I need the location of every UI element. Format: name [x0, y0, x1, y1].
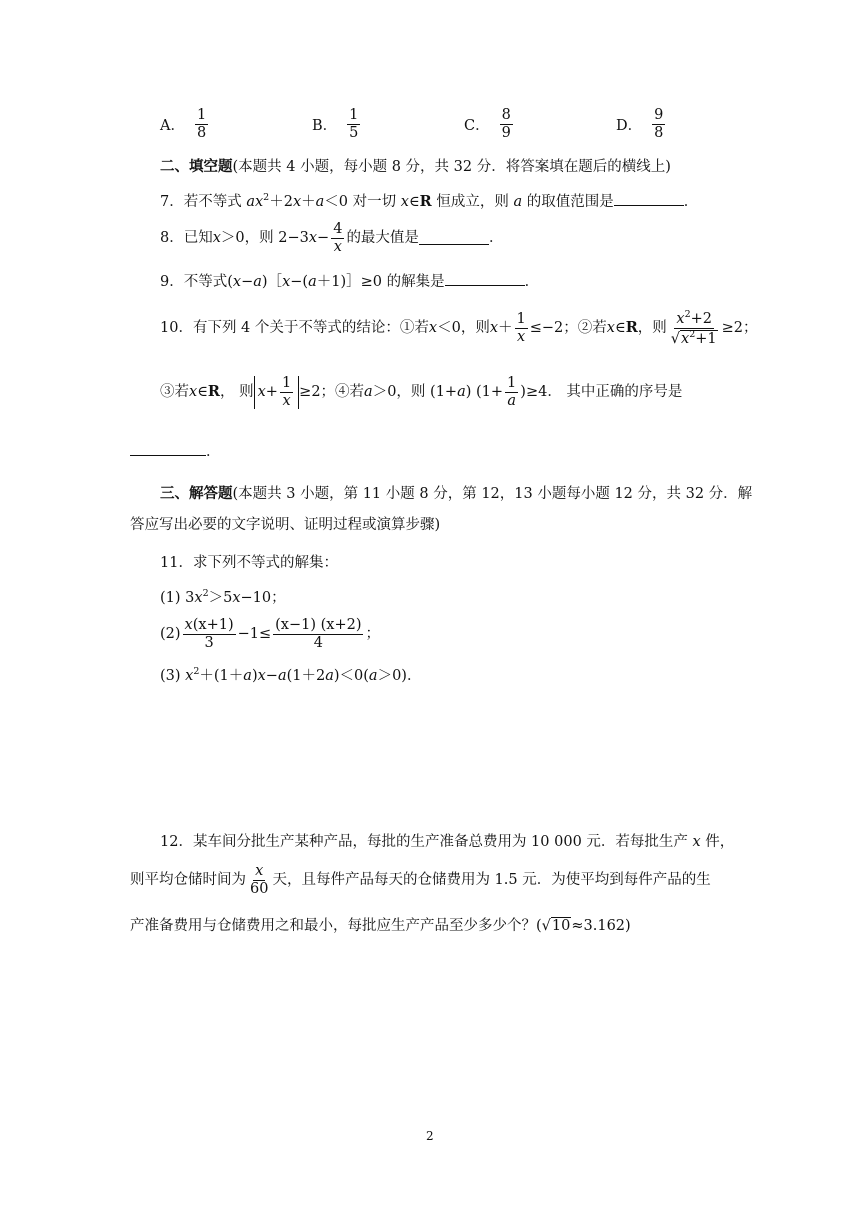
question-10-line-1: 10．有下列 4 个关于不等式的结论：①若 x ＜0，则 x ＋ $\frac{1}{x}$ ≤−2；②若 x ∈ R ，则 $\frac{x^2+2}{√x^2+1}$ ≥2；: [160, 309, 758, 347]
fraction: $\frac{(x-1) (x+2)}{4}$: [275, 617, 362, 652]
question-7: 7．若不等式 $ax^2+2x+a<0$ 对一切 x∈R 恒成立，则 a 的取值范围是 ．: [160, 192, 699, 210]
fraction: $\frac{x^2+2}{√x^2+1}$: [670, 309, 717, 347]
question-9: 9．不等式(x−a)［x−(a＋1)］≥0 的解集是 ．: [160, 274, 540, 290]
question-11-part-3: (3) $x^2+(1+a)x-a(1+2a)<0(a>0)$．: [160, 666, 422, 684]
choice-b: [312, 108, 362, 141]
section-title: 三、解答题: [160, 485, 233, 502]
answer-blank[interactable]: [419, 232, 489, 245]
question-11-part-2: (2) $\frac{x(x+1)}{3}$ −1≤ $\frac{(x-1) (x+2)}{4}$ ；: [160, 617, 380, 652]
fraction: $\frac{1}{a}$: [507, 375, 517, 410]
fraction: $\frac{x}{60}$: [250, 863, 269, 898]
fraction: $\frac{x(x+1)}{3}$: [184, 617, 234, 652]
choice-label: A．: [160, 118, 185, 135]
section-title: 二、填空题: [160, 158, 233, 175]
choice-label: B．: [312, 118, 338, 135]
section-description: (本题共 3 小题，第 11 小题 8 分，第 12，13 小题每小题 12 分，共 32 分．解: [232, 486, 753, 502]
question-10-line-2: ③若 x ∈ R ， 则 x + $\frac{1}{x}$ ≥2；④若 a ＞0，则 (1+ a ) (1+ $\frac{1}{a}$ )≥4． 其中正确的序号是: [160, 375, 683, 410]
page-number: 2: [426, 1129, 434, 1143]
answer-blank[interactable]: [614, 193, 684, 206]
section-heading-fill-blank: [160, 160, 671, 175]
choice-fraction: $\frac{8}{9}$: [501, 107, 511, 142]
absolute-value: x + $\frac{1}{x}$: [254, 376, 300, 409]
choice-label: C．: [464, 118, 490, 135]
question-12-line-1: 12．某车间分批生产某种产品，每批的生产准备总费用为 10 000 元．若每批生产 x 件，: [160, 834, 735, 850]
question-12-line-2: 则平均仓储时间为 $\frac{x}{60}$ 天，且每件产品每天的仓储费用为 1.5 元．为使平均到每件产品的生: [130, 863, 711, 898]
fraction: $\frac{1}{x}$: [516, 310, 526, 346]
question-10-line-3: ．: [130, 443, 221, 460]
section-heading-solve: [160, 487, 752, 502]
section-description: (本题共 4 小题，每小题 8 分，共 32 分．将答案填在题后的横线上): [232, 159, 671, 175]
question-8: 8．已知 x ＞0，则 2−3 x − $\frac{4}{x}$ 的最大值是 ．: [160, 221, 504, 256]
question-11: 11．求下列不等式的解集：: [160, 555, 338, 571]
choice-fraction: $\frac{9}{8}$: [654, 107, 664, 142]
section-heading-solve-cont: 答应写出必要的文字说明、证明过程或演算步骤): [130, 517, 441, 533]
question-11-part-1: (1) $3x^2>5x-10$；: [160, 588, 286, 606]
answer-blank[interactable]: [130, 443, 206, 456]
answer-blank[interactable]: [445, 273, 525, 286]
choice-label: D．: [616, 118, 643, 135]
question-12-line-3: 产准备费用与仓储费用之和最小，每批应生产产品至少多少个？(√10≈3.162): [130, 918, 631, 934]
choice-a: [160, 108, 210, 141]
choice-c: [464, 108, 515, 141]
choice-fraction: $\frac{1}{5}$: [349, 107, 359, 142]
fraction: $\frac{4}{x}$: [333, 221, 343, 256]
choice-d: [616, 108, 667, 141]
choice-fraction: $\frac{1}{8}$: [196, 107, 207, 142]
